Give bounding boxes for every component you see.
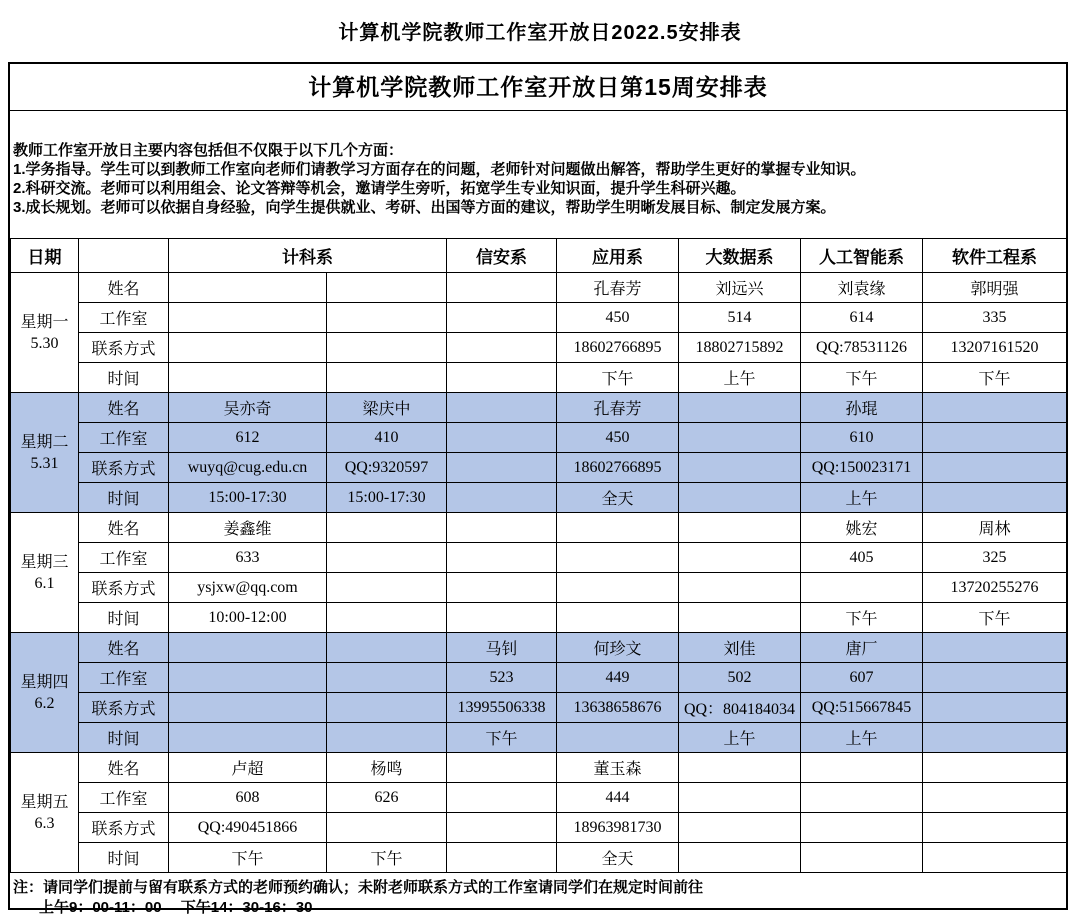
schedule-cell xyxy=(923,783,1067,813)
schedule-cell: 325 xyxy=(923,543,1067,573)
schedule-cell: 下午 xyxy=(801,363,923,393)
schedule-cell: 15:00-17:30 xyxy=(169,483,327,513)
schedule-cell xyxy=(327,603,447,633)
schedule-cell: 18802715892 xyxy=(679,333,801,363)
schedule-cell xyxy=(679,843,801,873)
schedule-cell xyxy=(557,543,679,573)
schedule-cell: 514 xyxy=(679,303,801,333)
schedule-cell xyxy=(327,723,447,753)
schedule-cell xyxy=(923,723,1067,753)
schedule-cell xyxy=(923,693,1067,723)
schedule-cell: 何珍文 xyxy=(557,633,679,663)
schedule-cell: 刘佳 xyxy=(679,633,801,663)
schedule-cell: 410 xyxy=(327,423,447,453)
note-line-1: 注：请同学们提前与留有联系方式的老师预约确认；未附老师联系方式的工作室请同学们在规定时间前往 xyxy=(13,879,704,896)
schedule-row xyxy=(11,573,1067,603)
schedule-row xyxy=(11,453,1067,483)
row-label: 联系方式 xyxy=(79,453,169,483)
day-cell xyxy=(11,633,79,753)
schedule-cell: 15:00-17:30 xyxy=(327,483,447,513)
schedule-cell: 全天 xyxy=(557,843,679,873)
row-label: 联系方式 xyxy=(79,573,169,603)
schedule-cell xyxy=(447,453,557,483)
schedule-cell: 633 xyxy=(169,543,327,573)
schedule-cell xyxy=(679,453,801,483)
intro-line: 3.成长规划。老师可以依据自身经验，向学生提供就业、考研、出国等方面的建议，帮助学生明晰发展目标、制定发展方案。 xyxy=(13,199,836,216)
schedule-cell xyxy=(447,573,557,603)
schedule-cell: 449 xyxy=(557,663,679,693)
schedule-cell xyxy=(169,363,327,393)
schedule-row xyxy=(11,303,1067,333)
day-date: 6.1 xyxy=(34,574,55,592)
schedule-cell: 下午 xyxy=(447,723,557,753)
schedule-cell xyxy=(447,423,557,453)
schedule-cell: 梁庆中 xyxy=(327,393,447,423)
schedule-cell: 607 xyxy=(801,663,923,693)
schedule-cell: 孔春芳 xyxy=(557,393,679,423)
schedule-cell xyxy=(447,303,557,333)
day-cell xyxy=(11,513,79,633)
schedule-cell: QQ:78531126 xyxy=(801,333,923,363)
schedule-cell: 13638658676 xyxy=(557,693,679,723)
schedule-cell xyxy=(801,573,923,603)
schedule-cell: 18602766895 xyxy=(557,453,679,483)
schedule-cell xyxy=(327,273,447,303)
schedule-row xyxy=(11,333,1067,363)
schedule-cell: 马钊 xyxy=(447,633,557,663)
schedule-cell: 下午 xyxy=(169,843,327,873)
row-label: 时间 xyxy=(79,603,169,633)
schedule-cell xyxy=(557,723,679,753)
schedule-cell: 孔春芳 xyxy=(557,273,679,303)
row-label: 工作室 xyxy=(79,783,169,813)
schedule-cell xyxy=(801,783,923,813)
day-date: 6.3 xyxy=(34,814,55,832)
schedule-cell xyxy=(679,543,801,573)
row-label: 联系方式 xyxy=(79,333,169,363)
schedule-cell xyxy=(679,753,801,783)
day-name: 星期二 xyxy=(20,433,69,451)
schedule-row xyxy=(11,633,1067,663)
schedule-cell: 608 xyxy=(169,783,327,813)
schedule-cell xyxy=(679,573,801,603)
schedule-cell xyxy=(327,813,447,843)
schedule-cell: QQ:150023171 xyxy=(801,453,923,483)
schedule-row xyxy=(11,513,1067,543)
schedule-cell xyxy=(801,843,923,873)
schedule-cell xyxy=(327,363,447,393)
schedule-row xyxy=(11,363,1067,393)
schedule-cell: 全天 xyxy=(557,483,679,513)
schedule-cell xyxy=(327,303,447,333)
schedule-cell: 卢超 xyxy=(169,753,327,783)
schedule-cell: 450 xyxy=(557,303,679,333)
schedule-cell: 502 xyxy=(679,663,801,693)
row-label: 时间 xyxy=(79,363,169,393)
schedule-cell xyxy=(923,843,1067,873)
schedule-cell xyxy=(447,753,557,783)
schedule-cell xyxy=(679,393,801,423)
schedule-row xyxy=(11,723,1067,753)
schedule-row xyxy=(11,783,1067,813)
schedule-cell xyxy=(327,543,447,573)
schedule-cell xyxy=(923,453,1067,483)
intro-line: 教师工作室开放日主要内容包括但不仅限于以下几个方面： xyxy=(13,142,404,159)
schedule-cell xyxy=(679,603,801,633)
day-date: 5.30 xyxy=(30,334,59,352)
schedule-cell: 上午 xyxy=(801,483,923,513)
day-cell xyxy=(11,393,79,513)
schedule-cell xyxy=(447,513,557,543)
schedule-cell xyxy=(169,663,327,693)
schedule-cell: 上午 xyxy=(801,723,923,753)
header-dept: 信安系 xyxy=(447,239,557,273)
row-label: 姓名 xyxy=(79,273,169,303)
schedule-cell xyxy=(327,573,447,603)
schedule-cell xyxy=(923,663,1067,693)
schedule-row xyxy=(11,813,1067,843)
schedule-cell xyxy=(801,813,923,843)
schedule-cell xyxy=(679,513,801,543)
schedule-table xyxy=(10,238,1067,873)
row-label: 姓名 xyxy=(79,753,169,783)
schedule-cell: wuyq@cug.edu.cn xyxy=(169,453,327,483)
schedule-cell: 刘袁缘 xyxy=(801,273,923,303)
day-name: 星期四 xyxy=(20,673,69,691)
schedule-cell: 444 xyxy=(557,783,679,813)
row-label: 工作室 xyxy=(79,303,169,333)
schedule-cell: 下午 xyxy=(923,603,1067,633)
schedule-cell xyxy=(679,783,801,813)
schedule-cell: 杨鸣 xyxy=(327,753,447,783)
schedule-cell xyxy=(923,753,1067,783)
schedule-cell: 612 xyxy=(169,423,327,453)
schedule-row xyxy=(11,393,1067,423)
schedule-cell: 上午 xyxy=(679,363,801,393)
schedule-cell: 614 xyxy=(801,303,923,333)
schedule-cell: 626 xyxy=(327,783,447,813)
page-title: 计算机学院教师工作室开放日2022.5安排表 xyxy=(338,22,742,44)
header-dept: 应用系 xyxy=(557,239,679,273)
schedule-cell: 13720255276 xyxy=(923,573,1067,603)
schedule-cell: 450 xyxy=(557,423,679,453)
row-label: 姓名 xyxy=(79,513,169,543)
schedule-cell xyxy=(447,783,557,813)
schedule-cell: 405 xyxy=(801,543,923,573)
schedule-cell xyxy=(557,513,679,543)
row-label: 联系方式 xyxy=(79,813,169,843)
schedule-cell xyxy=(327,663,447,693)
schedule-cell xyxy=(447,813,557,843)
schedule-cell: 13207161520 xyxy=(923,333,1067,363)
note-line-2: 上午9：00-11：00 下午14：30-16：30 xyxy=(39,899,313,916)
schedule-row xyxy=(11,543,1067,573)
header-blank xyxy=(79,239,169,273)
row-label: 姓名 xyxy=(79,633,169,663)
schedule-row xyxy=(11,663,1067,693)
schedule-cell: 姜鑫维 xyxy=(169,513,327,543)
header-date: 日期 xyxy=(11,239,79,273)
schedule-cell xyxy=(327,633,447,663)
schedule-cell: QQ:490451866 xyxy=(169,813,327,843)
header-dept: 软件工程系 xyxy=(923,239,1067,273)
schedule-cell: 523 xyxy=(447,663,557,693)
row-label: 工作室 xyxy=(79,543,169,573)
schedule-cell xyxy=(327,513,447,543)
schedule-cell xyxy=(679,483,801,513)
schedule-cell: 下午 xyxy=(327,843,447,873)
schedule-row xyxy=(11,603,1067,633)
intro-line: 2.科研交流。老师可以利用组会、论文答辩等机会，邀请学生旁听，拓宽学生专业知识面，提升学生科研兴趣。 xyxy=(13,180,746,197)
day-cell xyxy=(11,273,79,393)
schedule-cell xyxy=(169,333,327,363)
schedule-row xyxy=(11,273,1067,303)
schedule-row xyxy=(11,483,1067,513)
schedule-cell xyxy=(169,273,327,303)
schedule-cell: QQ:515667845 xyxy=(801,693,923,723)
header-dept: 计科系 xyxy=(169,239,447,273)
schedule-cell xyxy=(923,633,1067,663)
intro-line: 1.学务指导。学生可以到教师工作室向老师们请教学习方面存在的问题，老师针对问题做出解答，帮助学生更好的掌握专业知识。 xyxy=(13,161,866,178)
header-dept: 大数据系 xyxy=(679,239,801,273)
schedule-cell xyxy=(327,693,447,723)
schedule-cell xyxy=(447,273,557,303)
schedule-cell: 13995506338 xyxy=(447,693,557,723)
schedule-cell xyxy=(923,483,1067,513)
schedule-cell xyxy=(447,843,557,873)
schedule-cell xyxy=(923,423,1067,453)
schedule-cell xyxy=(557,573,679,603)
schedule-cell xyxy=(447,483,557,513)
header-dept: 人工智能系 xyxy=(801,239,923,273)
schedule-cell: 10:00-12:00 xyxy=(169,603,327,633)
schedule-cell xyxy=(557,603,679,633)
schedule-row xyxy=(11,423,1067,453)
schedule-cell xyxy=(447,333,557,363)
schedule-cell xyxy=(327,333,447,363)
day-name: 星期三 xyxy=(20,553,69,571)
day-name: 星期一 xyxy=(20,313,69,331)
footer-note xyxy=(10,873,1066,918)
schedule-cell: 18963981730 xyxy=(557,813,679,843)
schedule-cell xyxy=(447,393,557,423)
row-label: 姓名 xyxy=(79,393,169,423)
schedule-cell xyxy=(169,693,327,723)
row-label: 时间 xyxy=(79,483,169,513)
row-label: 时间 xyxy=(79,723,169,753)
schedule-row xyxy=(11,693,1067,723)
schedule-cell: 刘远兴 xyxy=(679,273,801,303)
intro-block xyxy=(10,111,1066,238)
row-label: 联系方式 xyxy=(79,693,169,723)
table-title: 计算机学院教师工作室开放日第15周安排表 xyxy=(10,64,1066,111)
schedule-cell: 周林 xyxy=(923,513,1067,543)
schedule-cell xyxy=(679,423,801,453)
schedule-cell: 董玉森 xyxy=(557,753,679,783)
schedule-cell: 郭明强 xyxy=(923,273,1067,303)
schedule-cell xyxy=(447,543,557,573)
schedule-cell: QQ：804184034 xyxy=(679,693,801,723)
document-frame xyxy=(8,62,1068,916)
schedule-cell: 下午 xyxy=(801,603,923,633)
schedule-cell: 姚宏 xyxy=(801,513,923,543)
day-date: 5.31 xyxy=(30,454,59,472)
schedule-cell xyxy=(169,633,327,663)
schedule-cell xyxy=(169,303,327,333)
schedule-cell xyxy=(679,813,801,843)
schedule-cell xyxy=(801,753,923,783)
schedule-cell xyxy=(169,723,327,753)
schedule-cell: 下午 xyxy=(557,363,679,393)
day-name: 星期五 xyxy=(20,793,69,811)
schedule-cell xyxy=(447,603,557,633)
schedule-row xyxy=(11,753,1067,783)
schedule-cell: 唐厂 xyxy=(801,633,923,663)
schedule-row xyxy=(11,843,1067,873)
schedule-cell: QQ:9320597 xyxy=(327,453,447,483)
day-cell xyxy=(11,753,79,873)
schedule-cell: 孙琨 xyxy=(801,393,923,423)
row-label: 时间 xyxy=(79,843,169,873)
schedule-cell: 335 xyxy=(923,303,1067,333)
header-row xyxy=(11,239,1067,273)
schedule-cell xyxy=(447,363,557,393)
schedule-cell: 上午 xyxy=(679,723,801,753)
row-label: 工作室 xyxy=(79,663,169,693)
schedule-cell xyxy=(923,813,1067,843)
row-label: 工作室 xyxy=(79,423,169,453)
day-date: 6.2 xyxy=(34,694,55,712)
schedule-cell: ysjxw@qq.com xyxy=(169,573,327,603)
schedule-cell: 下午 xyxy=(923,363,1067,393)
schedule-cell: 610 xyxy=(801,423,923,453)
schedule-cell xyxy=(923,393,1067,423)
schedule-cell: 18602766895 xyxy=(557,333,679,363)
schedule-cell: 吴亦奇 xyxy=(169,393,327,423)
